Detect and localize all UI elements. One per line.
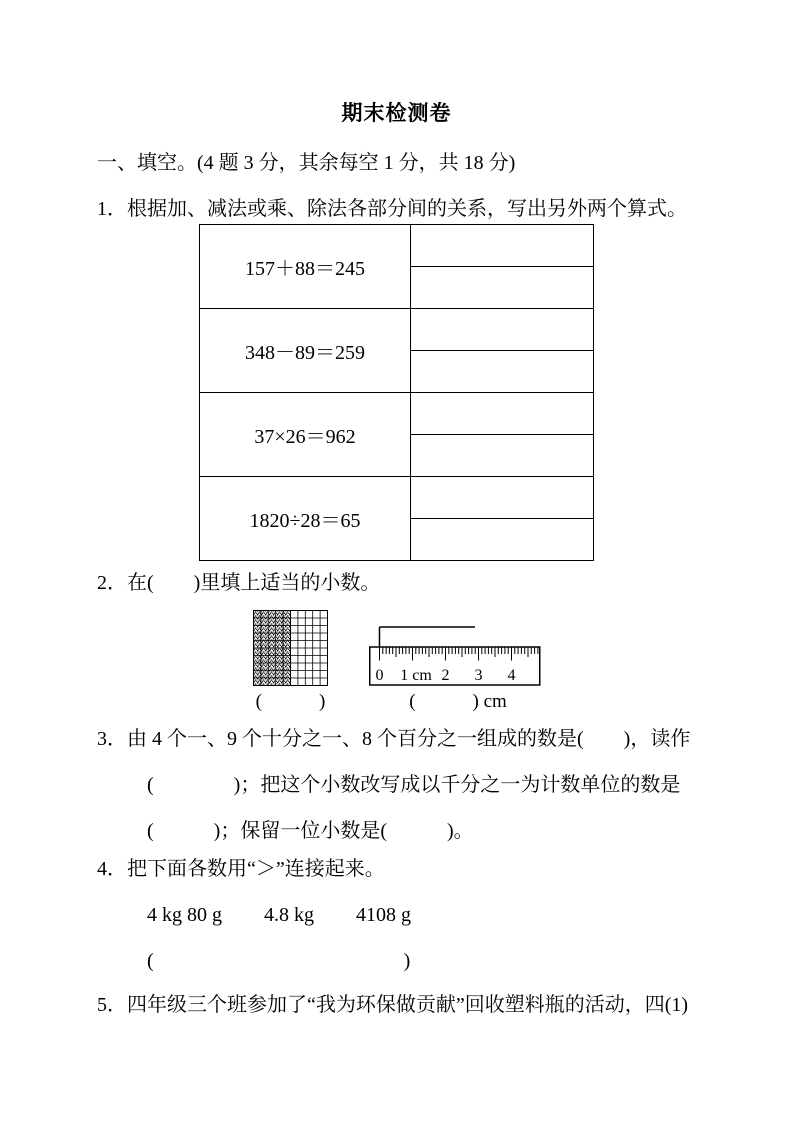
question-3 bbox=[97, 716, 793, 854]
ruler-answer-caption: ( ) cm bbox=[409, 691, 507, 712]
answer-paren-close: ) bbox=[403, 950, 411, 972]
answer-cell-2a bbox=[411, 309, 594, 351]
answer-cell-3b bbox=[411, 435, 594, 477]
answer-cell-4b bbox=[411, 519, 594, 561]
equation-table bbox=[199, 224, 594, 561]
answer-cell-1a bbox=[411, 225, 594, 267]
ruler-tick-label-3: 3 bbox=[474, 667, 483, 684]
question-3-line-2: ( )；把这个小数改写成以千分之一为计数单位的数是 bbox=[147, 774, 681, 796]
equation-cell-4: 1820÷28＝65 bbox=[200, 477, 411, 561]
answer-blank-space bbox=[154, 961, 404, 962]
ruler-tick-label-1: 1 cm bbox=[400, 667, 432, 684]
grid-answer-caption: ( ) bbox=[255, 691, 326, 712]
value-item-1: 4 kg 80 g bbox=[147, 904, 222, 926]
measurement-bracket bbox=[380, 627, 476, 647]
value-item-3: 4108 g bbox=[356, 904, 411, 926]
question-2-figures bbox=[253, 610, 793, 714]
equation-cell-1: 157＋88＝245 bbox=[200, 225, 411, 309]
exam-title: 期末检测卷 bbox=[341, 101, 452, 125]
ruler-figure bbox=[369, 624, 547, 714]
ruler-image bbox=[369, 624, 547, 686]
hundred-grid-image bbox=[253, 610, 328, 686]
equation-cell-2: 348－89＝259 bbox=[200, 309, 411, 393]
answer-cell-1b bbox=[411, 267, 594, 309]
ruler-tick-label-4: 4 bbox=[507, 667, 516, 684]
question-3-line-1: 3．由 4 个一、9 个十分之一、8 个百分之一组成的数是( )，读作 bbox=[97, 728, 691, 750]
equation-cell-3: 37×26＝962 bbox=[200, 393, 411, 477]
ruler-tick-label-0: 0 bbox=[375, 667, 384, 684]
question-5-text: 5．四年级三个班参加了“我为环保做贡献”回收塑料瓶的活动，四(1) bbox=[97, 994, 689, 1016]
question-2-text: 2．在( )里填上适当的小数。 bbox=[97, 572, 381, 594]
question-4-answer-line bbox=[147, 948, 793, 974]
question-4-values bbox=[147, 902, 793, 928]
answer-cell-2b bbox=[411, 351, 594, 393]
section-one-heading: 一、填空。(4 题 3 分，其余每空 1 分，共 18 分) bbox=[97, 152, 516, 174]
answer-paren-open: ( bbox=[147, 950, 154, 972]
question-4-text: 4．把下面各数用“＞”连接起来。 bbox=[97, 858, 385, 880]
answer-cell-3a bbox=[411, 393, 594, 435]
ruler-tick-label-2: 2 bbox=[441, 667, 450, 684]
answer-cell-4a bbox=[411, 477, 594, 519]
question-1-text: 1．根据加、减法或乘、除法各部分间的关系，写出另外两个算式。 bbox=[97, 198, 687, 220]
value-item-2: 4.8 kg bbox=[264, 904, 314, 926]
question-3-line-3: ( )；保留一位小数是( )。 bbox=[147, 820, 474, 842]
hundred-grid-figure bbox=[253, 610, 328, 714]
